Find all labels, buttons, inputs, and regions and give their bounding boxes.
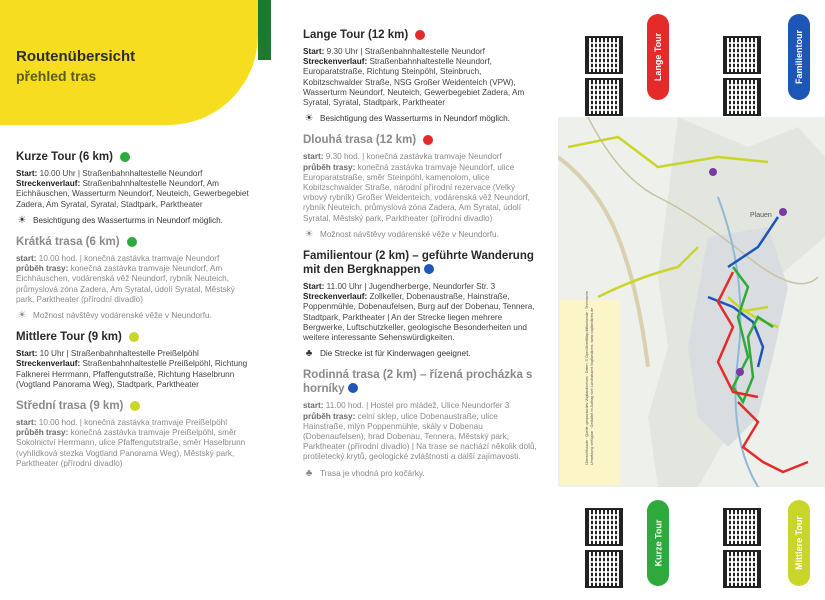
tour-note: Možnost návštěvy vodárenské věže v Neundorfu. xyxy=(33,311,212,321)
route-label: Streckenverlauf: xyxy=(16,359,81,369)
water-tower-icon: ☀ xyxy=(17,214,27,226)
route-text: konečná zastávka tramvaje Neundorf, ulice Europaratstraße, směr Steinpöhl, kamenolom, ulice Kobitzschwalder Straße, národní přírodní rezervace (Velký vrbový rybník) Großer Weidenteich, vodárenská věž Neundorf, rybník Neuteich, průmyslová zóna Zadera, Am Syratal, údolí Syratal, Městský park, Parktheater (přírodní divadlo) xyxy=(303,162,530,223)
yellow-dot-icon xyxy=(129,332,139,342)
qr-code-lange[interactable] xyxy=(585,36,623,74)
tour-title: Kurze Tour (6 km) xyxy=(16,151,113,163)
route-text: Straßenbahnhaltestelle Neundorf, Am Eichhäuschen, Wasserturm Neundorf, Neuteich, Gewerbegebiet Zadera, Am Syratal, Syratal, Stadtpark, Parktheater xyxy=(16,179,249,209)
route-label: průběh trasy: xyxy=(303,162,356,172)
start-label: start: xyxy=(16,418,37,428)
side-tab-kurze-tour xyxy=(647,500,669,586)
route-label: průběh trasy: xyxy=(16,428,69,438)
tour-familie-de xyxy=(303,249,539,359)
qr-code-mittlere[interactable] xyxy=(723,508,761,546)
stroller-icon: ♣ xyxy=(305,348,313,360)
green-dot-icon xyxy=(120,152,130,162)
tour-title: Rodinná trasa (2 km) – řízená procházka s horníky xyxy=(303,369,533,396)
route-text: Straßenbahnhaltestelle Preißelpöhl, Richtung Falknerei Herrmann, Pfaffengutstraße, Richtung Haselbrunn (Vogtland Panorama Weg), Stadtpark, Parktheater xyxy=(16,359,248,389)
start-text: 9.30 hod. | konečná zastávka tramvaje Neundorf xyxy=(323,152,502,162)
green-dot-icon xyxy=(127,237,137,247)
start-label: start: xyxy=(303,401,324,411)
qr-code-kurze[interactable] xyxy=(585,508,623,546)
tour-title: Krátká trasa (6 km) xyxy=(16,236,120,249)
tour-kurz-cz xyxy=(16,235,252,321)
tour-title: Lange Tour (12 km) xyxy=(303,29,409,41)
tour-note: Besichtigung des Wasserturms in Neundorf möglich. xyxy=(33,215,223,225)
tour-mittel-cz xyxy=(16,399,252,469)
page-subtitle: přehled tras xyxy=(16,68,97,84)
side-tab-lange-tour xyxy=(647,14,669,100)
water-tower-icon: ☀ xyxy=(304,228,314,240)
route-label: průběh trasy: xyxy=(16,264,69,274)
stroller-icon: ♣ xyxy=(305,467,313,479)
tour-familie-cz xyxy=(303,368,539,478)
start-label: Start: xyxy=(16,349,38,359)
side-tab-familientour xyxy=(788,14,810,100)
qr-code-mittlere-2[interactable] xyxy=(723,550,761,588)
start-text: 10 Uhr | Straßenbahnhaltestelle Preißelpöhl xyxy=(37,349,199,359)
qr-code-lange-2[interactable] xyxy=(585,78,623,116)
route-text: konečná zastávka tramvaje Neundorf, Am Eichhäuschen, vodárenská věž Neundorf, rybník Neuteich, průmyslová zóna Zadera, Am Syratal, údolí Syratal, Městský park, Parktheater (přírodní divadlo) xyxy=(16,264,235,304)
qr-code-kurze-2[interactable] xyxy=(585,550,623,588)
start-label: start: xyxy=(16,254,37,264)
route-text: konečná zastávka tramvaje Preißelpöhl, směr Sokolnictví Herrmann, ulice Pfaffengutstraße, směr Haselbrunn (vyhlídková stezka Vogtland Panorama Weg), Městský park, Parktheater (přírodní divadlo) xyxy=(16,428,246,468)
route-label: průběh trasy: xyxy=(303,411,356,421)
page-title: Routenübersicht xyxy=(16,48,136,65)
route-text: Zollkeller, Dobenaustraße, Hainstraße, Poppenmühle, Dobenaufelsen, Burg auf der Dobenau, Tennera, Stadtpark, Parktheater | An der Strecke liegen mehrere Bergwerke, Luftschutzkeller, geologische Besonderheiten und weitere interessante Sehenswürdigkeiten. xyxy=(303,292,535,343)
tour-kurz-de xyxy=(16,150,252,226)
start-text: 11.00 hod. | Hostel pro mládež, Ulice Neundorfer 3 xyxy=(323,401,510,411)
start-text: 10.00 Uhr | Straßenbahnhaltestelle Neundorf xyxy=(37,169,203,178)
tour-title: Familientour (2 km) – geführte Wanderung mit den Bergknappen xyxy=(303,250,534,277)
tour-title: Dlouhá trasa (12 km) xyxy=(303,134,417,147)
tour-title: Mittlere Tour (9 km) xyxy=(16,331,122,344)
start-label: Start: xyxy=(303,282,325,292)
route-label: Streckenverlauf: xyxy=(16,179,81,189)
water-tower-icon: ☀ xyxy=(17,310,27,322)
blue-dot-icon xyxy=(424,264,434,274)
start-text: 11.00 Uhr | Jugendherberge, Neundorfer Str. 3 xyxy=(324,282,496,292)
qr-code-familien[interactable] xyxy=(723,36,761,74)
tour-lang-de xyxy=(303,28,539,124)
start-text: 10.00 hod. | konečná zastávka tramvaje Preißelpöhl xyxy=(36,418,228,428)
tour-mittel-de xyxy=(16,330,252,390)
start-label: Start: xyxy=(16,169,38,178)
side-tab-mittlere-tour xyxy=(788,500,810,586)
tour-note: Besichtigung des Wasserturms in Neundorf möglich. xyxy=(320,114,510,124)
yellow-dot-icon xyxy=(130,401,140,411)
column-left xyxy=(16,150,252,478)
column-middle xyxy=(303,28,539,488)
route-label: Streckenverlauf: xyxy=(303,292,368,302)
side-tab-label: Kurze Tour xyxy=(653,519,663,567)
route-text: Straßenbahnhaltestelle Neundorf, Europaratstraße, Richtung Steinpöhl, Steinbruch, Kobitzschwalder Straße, NSG Großer Weidenteich (VPW), Wasserturm Neundorf, Neuteich, Gewerbegebiet Zadera, Am Syratal, Syratal, Stadtpark, Parktheater xyxy=(303,57,525,108)
route-text: celní sklep, ulice Dobenaustraße, ulice Hainstraße, mlýn Poppenmühle, skály v Dobenau (Dobenaufelsen), hrad Dobenau, Tennera, Městský park, Parktheater (přírodní divadlo) | Na trase se nachází několik dolů, protiletecký krytů, geologické zvláštnosti a další zajímavosti. xyxy=(303,411,537,462)
red-dot-icon xyxy=(423,135,433,145)
tour-note: Možnost návštěvy vodárenské věže v Neundorfu. xyxy=(320,229,499,239)
header-green-stripe xyxy=(258,0,271,60)
start-label: Start: xyxy=(303,47,325,56)
start-text: 9.30 Uhr | Straßenbahnhaltestelle Neundorf xyxy=(324,47,485,56)
qr-code-familien-2[interactable] xyxy=(723,78,761,116)
tour-lang-cz xyxy=(303,133,539,240)
water-tower-icon: ☀ xyxy=(304,113,314,125)
tour-note: Die Strecke ist für Kinderwagen geeignet. xyxy=(320,349,471,359)
side-tab-label: Mittlere Tour xyxy=(794,516,804,570)
tour-title: Střední trasa (9 km) xyxy=(16,400,124,413)
imprint-text: Übersichtskarte · Quelle: geoportal des Vogtlandkreises · Daten: © OpenStreetMap-Mitwirkende · Technische Umsetzung verfügbar · Gestaltet im Auftrag vom Landratsamt Vogtlandkreis, www.vogtlandkreis.de xyxy=(585,291,594,465)
blue-dot-icon xyxy=(348,383,358,393)
side-tab-label: Familientour xyxy=(794,29,805,85)
start-text: 10.00 hod. | konečná zastávka tramvaje Neundorf xyxy=(36,254,220,264)
route-label: Streckenverlauf: xyxy=(303,57,368,67)
tour-note: Trasa je vhodná pro kočárky. xyxy=(320,468,425,478)
start-label: start: xyxy=(303,152,324,162)
red-dot-icon xyxy=(415,30,425,40)
map-imprint xyxy=(560,291,620,485)
map-city-label: Plauen xyxy=(750,212,772,219)
side-tab-label: Lange Tour xyxy=(653,32,663,82)
